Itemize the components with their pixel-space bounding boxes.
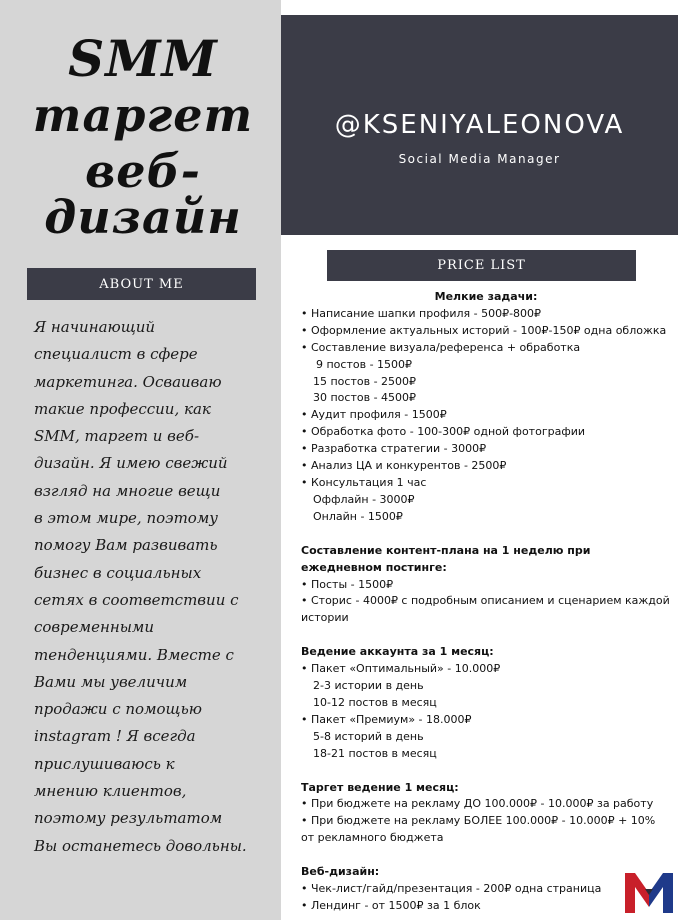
price-subitem: 10-12 постов в месяц	[313, 695, 437, 709]
about-line: помогу Вам развивать	[34, 536, 218, 555]
price-list	[301, 289, 671, 915]
about-line: продажи с помощью	[34, 700, 202, 719]
hero-line-smm: SMM	[68, 29, 218, 88]
section-title-small-tasks: Мелкие задачи:	[434, 290, 538, 303]
about-line: взгляд на многие вещи	[34, 481, 221, 500]
price-item: • Анализ ЦА и конкурентов - 2500₽	[301, 459, 507, 473]
price-item: • Разработка стратегии - 3000₽	[301, 442, 487, 456]
price-item: • Сторис - 4000₽ с подробным описанием и сценарием каждой истории	[301, 594, 670, 625]
about-line: специалист в сфере	[34, 345, 198, 364]
spacer	[301, 847, 671, 864]
hero-line-webdesign: веб-дизайн	[44, 144, 242, 244]
about-line: бизнес в социальных	[34, 563, 202, 582]
price-item: • Аудит профиля - 1500₽	[301, 408, 447, 422]
about-heading: ABOUT ME	[27, 268, 256, 300]
price-subitem: Онлайн - 1500₽	[313, 509, 403, 523]
about-line: SMM, таргет и веб-	[34, 427, 200, 446]
about-line: тенденциями. Вместе с	[34, 645, 234, 664]
left-panel	[0, 0, 281, 920]
m-logo-icon	[625, 873, 673, 913]
about-line: современными	[34, 618, 155, 637]
price-item: • Посты - 1500₽	[301, 577, 394, 591]
about-line: сетях в соответствии с	[34, 590, 239, 609]
price-item: • При бюджете на рекламу БОЛЕЕ 100.000₽ - 10.000₽ + 10% от рекламного бюджета	[301, 814, 656, 845]
price-item: • При бюджете на рекламу ДО 100.000₽ - 10.000₽ за работу	[301, 797, 654, 811]
price-subitem: 2-3 истории в день	[313, 679, 424, 693]
price-list-heading: PRICE LIST	[327, 250, 636, 281]
about-text	[34, 314, 250, 860]
price-item: • Пакет «Премиум» - 18.000₽	[301, 712, 472, 726]
price-item: • Написание шапки профиля - 500₽-800₽	[301, 306, 542, 320]
price-subitem: Оффлайн - 3000₽	[313, 492, 415, 506]
hero-line-target: таргет	[32, 88, 254, 142]
price-subitem: 9 постов - 1500₽	[316, 357, 413, 371]
about-line: Вы останетесь довольны.	[34, 836, 247, 855]
price-item: • Консультация 1 час	[301, 475, 427, 489]
about-line: Вами мы увеличим	[34, 672, 188, 691]
price-item: • Чек-лист/гайд/презентация - 200₽ одна страница	[301, 882, 602, 896]
header-box	[281, 15, 678, 235]
about-line: Я начинающий	[34, 318, 156, 336]
price-item: • Обработка фото - 100-300₽ одной фотографии	[301, 425, 586, 439]
section-title-content-plan: Составление контент-плана на 1 неделю при ежедневном постинге:	[301, 543, 591, 574]
spacer	[301, 763, 671, 780]
about-line: мнению клиентов,	[34, 782, 187, 801]
about-line: дизайн. Я имею свежий	[34, 454, 228, 473]
section-title-target: Таргет ведение 1 месяц:	[301, 780, 459, 794]
section-title-account: Ведение аккаунта за 1 месяц:	[301, 645, 494, 659]
price-item: • Оформление актуальных историй - 100₽-150₽ одна обложка	[301, 323, 667, 337]
price-item: • Лендинг - от 1500₽ за 1 блок	[301, 899, 481, 912]
price-subitem: 5-8 историй в день	[313, 729, 424, 743]
price-subitem: 15 постов - 2500₽	[313, 374, 417, 388]
price-item: • Составление визуала/референса + обработка	[301, 340, 581, 354]
hero-title	[18, 29, 268, 244]
handle-title: @KSENIYALEONOVA	[334, 110, 625, 140]
about-line: instagram ! Я всегда	[34, 727, 196, 746]
price-subitem: 18-21 постов в месяц	[313, 746, 437, 760]
price-item: • Пакет «Оптимальный» - 10.000₽	[301, 662, 501, 676]
spacer	[301, 526, 671, 543]
about-line: в этом мире, поэтому	[34, 509, 218, 528]
price-subitem: 30 постов - 4500₽	[313, 391, 417, 405]
role-subtitle: Social Media Manager	[398, 152, 561, 166]
about-line: такие профессии, как	[34, 399, 211, 418]
section-title-web: Веб-дизайн:	[301, 865, 380, 879]
about-line: маркетинга. Осваиваю	[34, 372, 222, 391]
spacer	[301, 627, 671, 644]
about-line: прислушиваюсь к	[34, 754, 175, 773]
about-line: поэтому результатом	[34, 809, 223, 828]
